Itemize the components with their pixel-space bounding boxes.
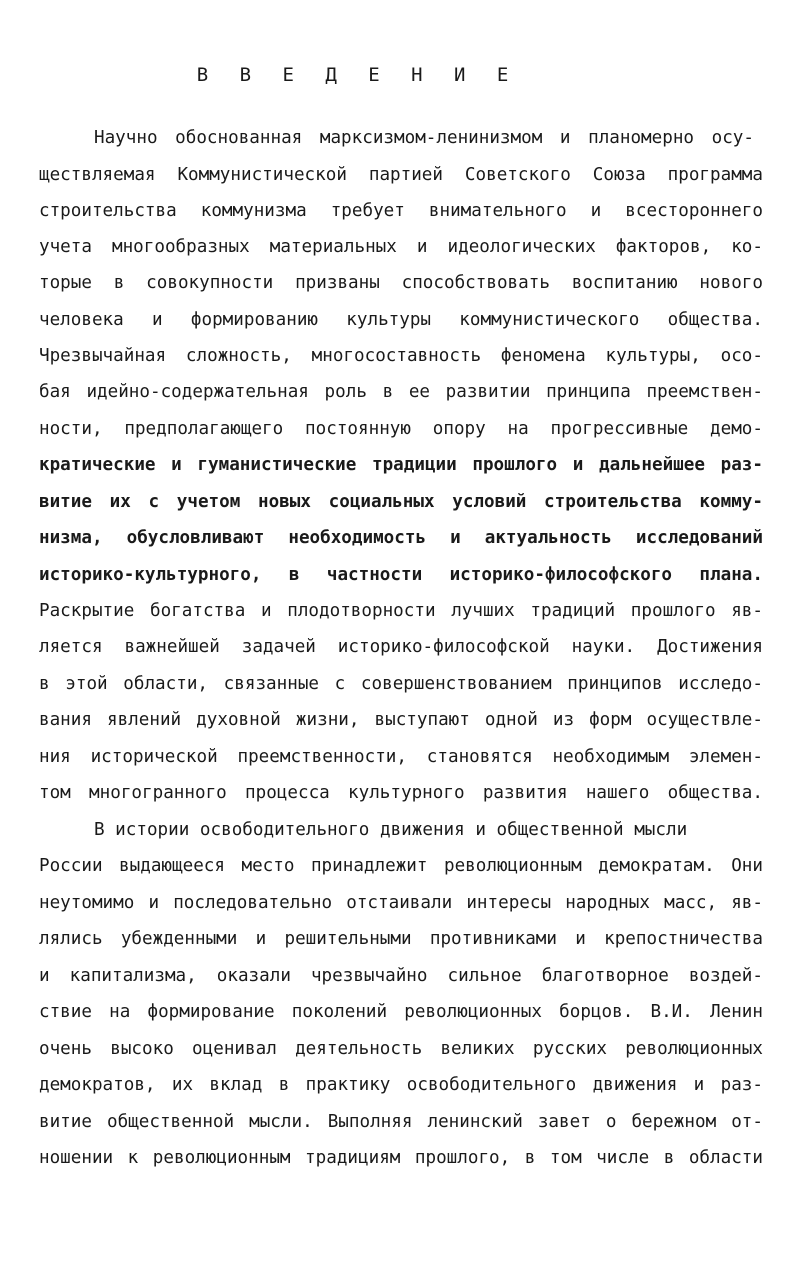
paragraph-1-line: в этой области, связанные с совершенствованием принципов исследо- bbox=[39, 674, 763, 694]
paragraph-1-line: Чрезвычайная сложность, многосоставность феномена культуры, осо- bbox=[39, 346, 763, 366]
paragraph-1-line: Научно обоснованная марксизмом-ленинизмом и планомерно осу- bbox=[94, 128, 754, 148]
paragraph-1-line: ляется важнейшей задачей историко-философской науки. Достижения bbox=[39, 637, 763, 657]
paragraph-1-line: бая идейно-содержательная роль в ее развитии принципа преемствен- bbox=[39, 382, 763, 402]
paragraph-1-line: Раскрытие богатства и плодотворности лучших традиций прошлого яв- bbox=[39, 601, 763, 621]
paragraph-2-line: лялись убежденными и решительными противниками и крепостничества bbox=[39, 929, 763, 949]
paragraph-2-line: России выдающееся место принадлежит революционным демократам. Они bbox=[39, 856, 763, 876]
paragraph-1-line: том многогранного процесса культурного развития нашего общества. bbox=[39, 783, 763, 803]
paragraph-2-line: и капитализма, оказали чрезвычайно сильное благотворное воздей- bbox=[39, 966, 763, 986]
paragraph-1-line: ния исторической преемственности, становятся необходимым элемен- bbox=[39, 747, 763, 767]
page-title: В В Е Д Е Н И Е bbox=[196, 64, 519, 86]
paragraph-1-line: человека и формированию культуры коммунистического общества. bbox=[39, 310, 763, 330]
paragraph-2-line: неутомимо и последовательно отстаивали интересы народных масс, яв- bbox=[39, 893, 763, 913]
paragraph-2-line: ношении к революционным традициям прошлого, в том числе в области bbox=[39, 1148, 763, 1168]
paragraph-1-line: торые в совокупности призваны способствовать воспитанию нового bbox=[39, 273, 763, 293]
paragraph-1-line: историко-культурного, в частности историко-философского плана. bbox=[39, 565, 763, 585]
paragraph-1-line: вания явлений духовной жизни, выступают одной из форм осуществле- bbox=[39, 710, 763, 730]
paragraph-2-line: демократов, их вклад в практику освободительного движения и раз- bbox=[39, 1075, 763, 1095]
paragraph-1-line: кратические и гуманистические традиции прошлого и дальнейшее раз- bbox=[39, 455, 763, 475]
paragraph-1-line: витие их с учетом новых социальных условий строительства комму- bbox=[39, 492, 763, 512]
paragraph-2-line: очень высоко оценивал деятельность великих русских революционных bbox=[39, 1039, 763, 1059]
paragraph-2-line: витие общественной мысли. Выполняя ленинский завет о бережном от- bbox=[39, 1112, 763, 1132]
paragraph-1-line: ществляемая Коммунистической партией Советского Союза программа bbox=[39, 165, 763, 185]
paragraph-2-line: ствие на формирование поколений революционных борцов. В.И. Ленин bbox=[39, 1002, 763, 1022]
paragraph-1-line: ности, предполагающего постоянную опору на прогрессивные демо- bbox=[39, 419, 763, 439]
paragraph-1-line: учета многообразных материальных и идеологических факторов, ко- bbox=[39, 237, 763, 257]
paragraph-2-line: В истории освободительного движения и общественной мысли bbox=[94, 820, 688, 840]
paragraph-1-line: строительства коммунизма требует внимательного и всестороннего bbox=[39, 201, 763, 221]
paragraph-1-line: низма, обусловливают необходимость и актуальность исследований bbox=[39, 528, 763, 548]
